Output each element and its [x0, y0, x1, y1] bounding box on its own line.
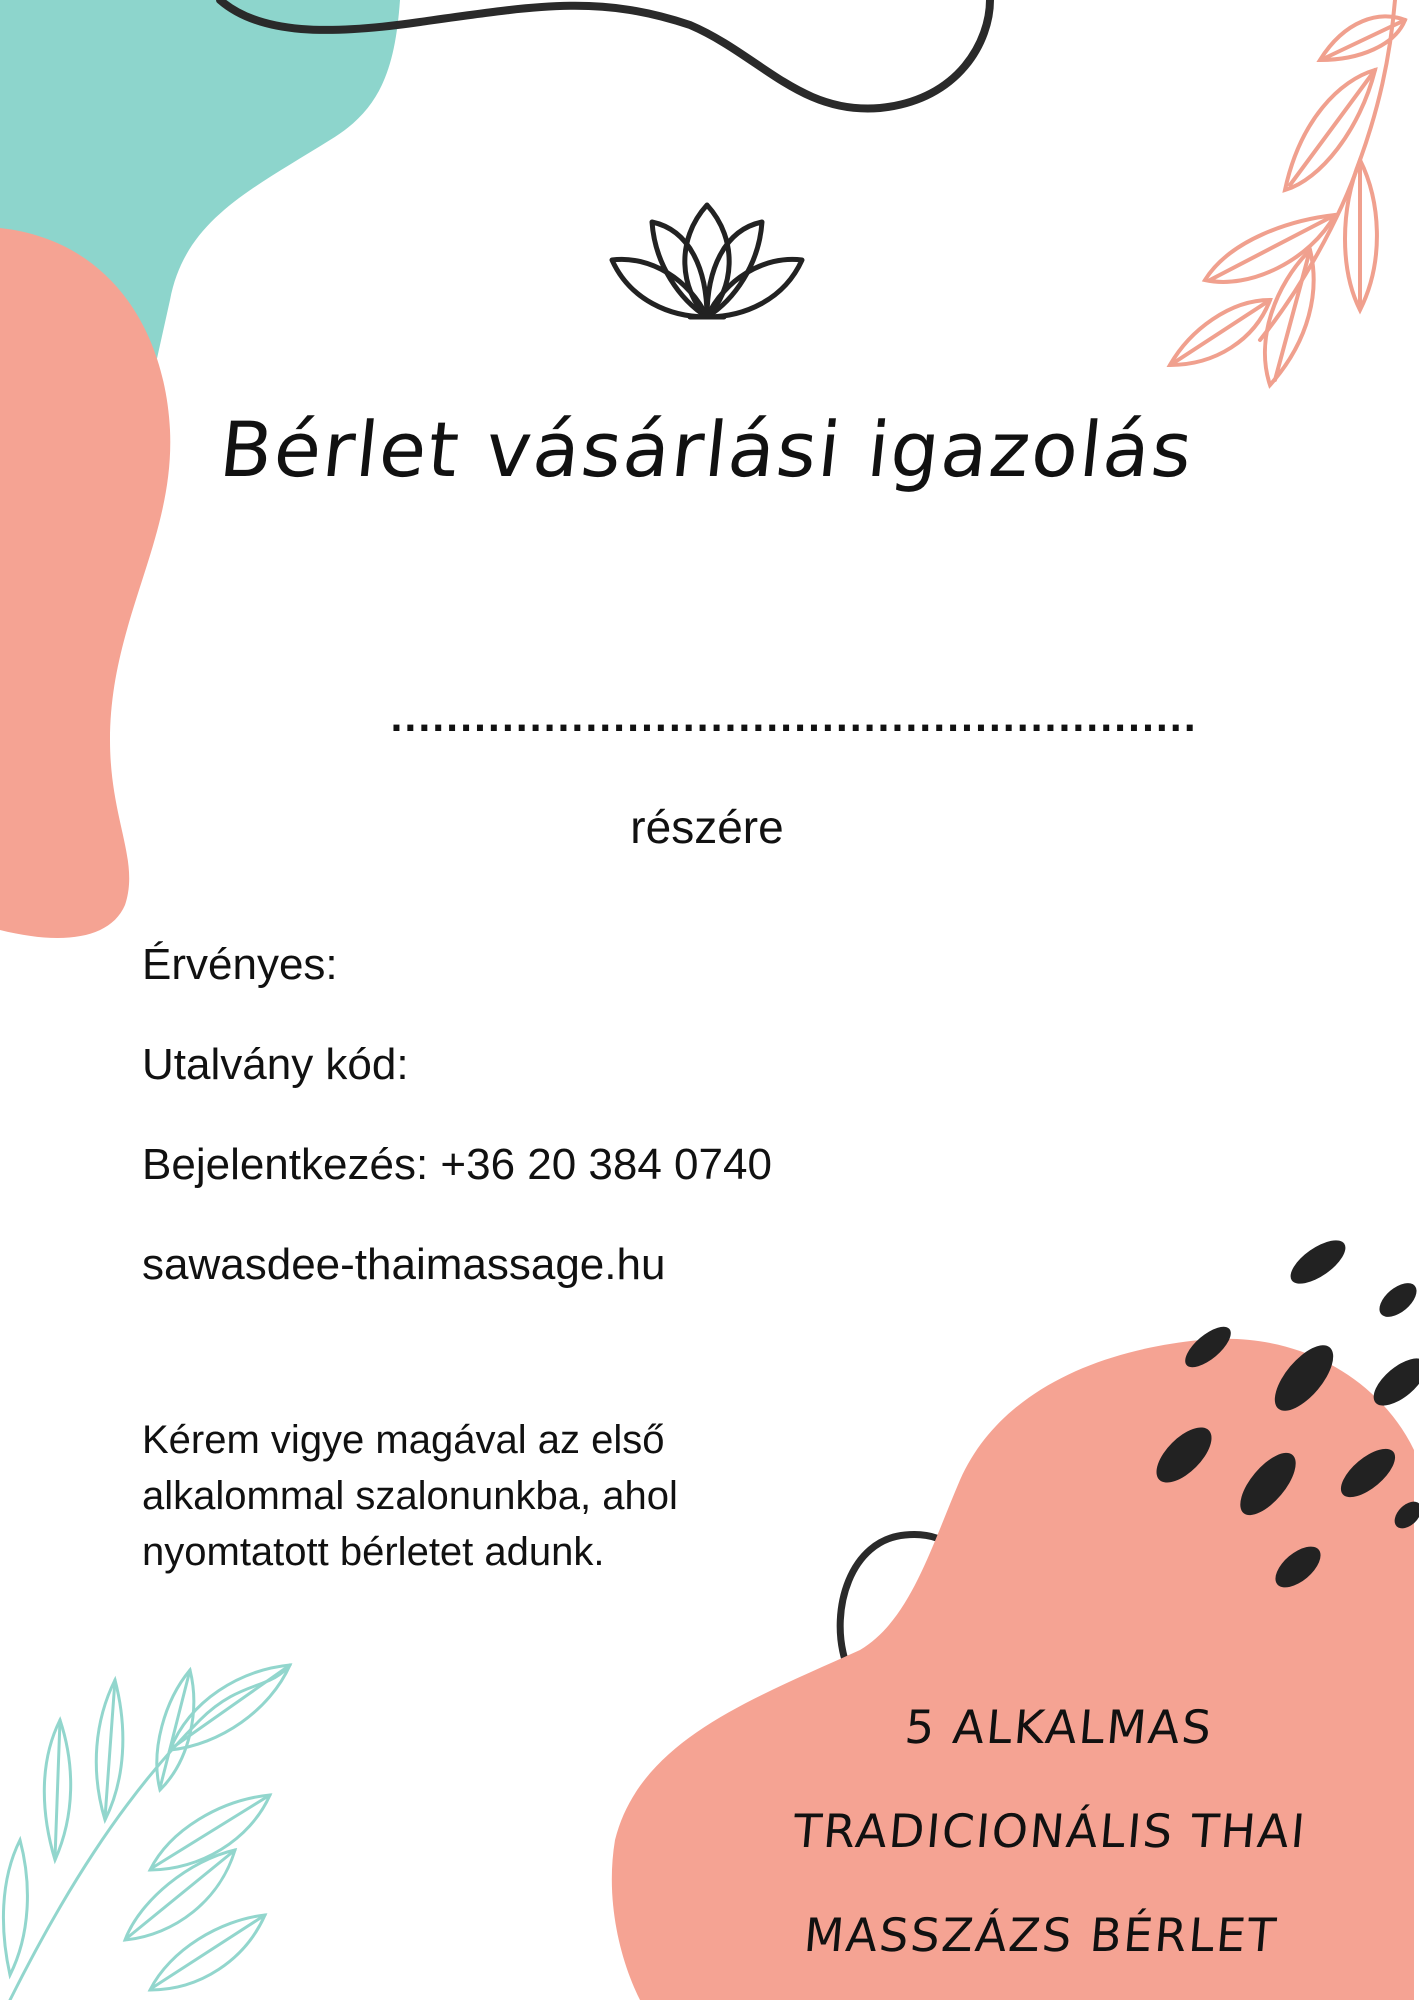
- lotus-icon: [612, 205, 802, 317]
- recipient-name-line: ..........................................................: [390, 700, 1198, 740]
- pass-line-3: MASSZÁZS BÉRLET: [801, 1908, 1280, 1962]
- pass-description: [716, 1675, 1383, 1987]
- pass-line-1: 5 ALKALMAS: [902, 1700, 1216, 1754]
- instruction-note: Kérem vigye magával az első alkalommal szalonunkba, ahol nyomtatott bérletet adunk.: [142, 1418, 678, 1574]
- page-title: Bérlet vásárlási igazolás: [215, 405, 1199, 494]
- teal-leaf-branch: [3, 1665, 290, 2000]
- valid-label: Érvényes:: [142, 940, 338, 989]
- booking-phone: Bejelentkezés: +36 20 384 0740: [142, 1140, 772, 1189]
- website-text: sawasdee-thaimassage.hu: [142, 1240, 666, 1289]
- voucher-code-label: Utalvány kód:: [142, 1040, 409, 1089]
- coral-leaf-branch: [1170, 0, 1405, 385]
- recipient-label: részére: [630, 801, 784, 853]
- pass-line-2: TRADICIONÁLIS THAI: [791, 1804, 1309, 1858]
